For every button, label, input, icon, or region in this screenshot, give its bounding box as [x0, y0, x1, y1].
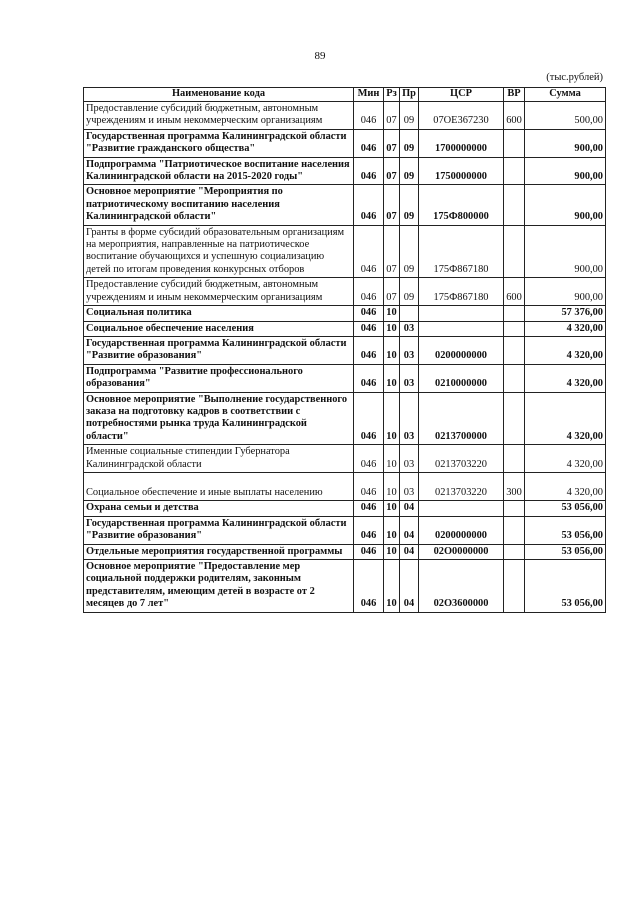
row-min-cell: 046 — [354, 336, 384, 364]
row-csr-cell: 175Ф800000 — [419, 185, 504, 225]
row-sum-cell: 900,00 — [525, 278, 606, 306]
table-row — [84, 321, 606, 336]
row-sum-cell: 900,00 — [525, 225, 606, 278]
row-vr-cell — [504, 336, 525, 364]
row-rz-cell: 10 — [384, 516, 400, 544]
row-name-cell: Именные социальные стипендии Губернатора Калининградской области — [84, 445, 354, 473]
row-min-cell: 046 — [354, 278, 384, 306]
row-sum-cell: 4 320,00 — [525, 445, 606, 473]
row-min-cell: 046 — [354, 129, 384, 157]
table-row — [84, 102, 606, 130]
row-sum-cell: 4 320,00 — [525, 472, 606, 500]
row-rz-cell: 07 — [384, 129, 400, 157]
row-name-cell: Гранты в форме субсидий образовательным организациям на мероприятия, направленные на патриотическое воспитание обучающихся и успешную социализацию детей по итогам проведения конкурсных отборов — [84, 225, 354, 278]
row-csr-cell: 0200000000 — [419, 336, 504, 364]
row-min-cell: 046 — [354, 501, 384, 516]
column-header-name: Наименование кода — [84, 88, 354, 102]
row-pr-cell: 04 — [400, 516, 419, 544]
row-vr-cell — [504, 225, 525, 278]
column-header-csr: ЦСР — [419, 88, 504, 102]
table-header-row — [84, 88, 606, 102]
row-pr-cell: 09 — [400, 278, 419, 306]
row-min-cell: 046 — [354, 157, 384, 185]
row-rz-cell: 07 — [384, 157, 400, 185]
row-vr-cell — [504, 321, 525, 336]
table-row — [84, 516, 606, 544]
table-row — [84, 157, 606, 185]
row-min-cell: 046 — [354, 392, 384, 445]
column-header-pr: Пр — [400, 88, 419, 102]
row-sum-cell: 4 320,00 — [525, 321, 606, 336]
row-pr-cell: 03 — [400, 392, 419, 445]
row-rz-cell: 10 — [384, 321, 400, 336]
row-pr-cell: 09 — [400, 225, 419, 278]
row-pr-cell: 03 — [400, 445, 419, 473]
row-vr-cell — [504, 364, 525, 392]
row-vr-cell — [504, 129, 525, 157]
row-pr-cell: 03 — [400, 321, 419, 336]
budget-table — [83, 87, 606, 613]
row-name-cell: Государственная программа Калининградской области "Развитие образования" — [84, 336, 354, 364]
row-vr-cell — [504, 157, 525, 185]
table-row — [84, 225, 606, 278]
row-min-cell: 046 — [354, 472, 384, 500]
row-vr-cell: 600 — [504, 102, 525, 130]
row-min-cell: 046 — [354, 306, 384, 321]
row-rz-cell: 07 — [384, 278, 400, 306]
row-sum-cell: 4 320,00 — [525, 336, 606, 364]
row-sum-cell: 53 056,00 — [525, 501, 606, 516]
row-csr-cell: 175Ф867180 — [419, 225, 504, 278]
row-vr-cell — [504, 501, 525, 516]
column-header-rz: Рз — [384, 88, 400, 102]
table-row — [84, 392, 606, 445]
row-name-cell: Предоставление субсидий бюджетным, автономным учреждениям и иным некоммерческим организациям — [84, 278, 354, 306]
column-header-vr: ВР — [504, 88, 525, 102]
table-row — [84, 560, 606, 613]
row-pr-cell: 09 — [400, 157, 419, 185]
row-rz-cell: 07 — [384, 102, 400, 130]
row-vr-cell — [504, 516, 525, 544]
row-pr-cell: 04 — [400, 544, 419, 559]
table-row — [84, 306, 606, 321]
row-min-cell: 046 — [354, 445, 384, 473]
row-rz-cell: 10 — [384, 445, 400, 473]
row-pr-cell: 03 — [400, 364, 419, 392]
table-row — [84, 445, 606, 473]
row-rz-cell: 10 — [384, 560, 400, 613]
row-name-cell: Отдельные мероприятия государственной программы — [84, 544, 354, 559]
row-vr-cell — [504, 392, 525, 445]
row-name-cell: Охрана семьи и детства — [84, 501, 354, 516]
row-sum-cell: 53 056,00 — [525, 560, 606, 613]
row-pr-cell: 04 — [400, 560, 419, 613]
table-row — [84, 472, 606, 500]
row-pr-cell — [400, 306, 419, 321]
row-name-cell: Основное мероприятие "Предоставление мер социальной поддержки родителям, законным представителям, имеющим детей в возрасте от 2 месяцев до 7 лет" — [84, 560, 354, 613]
row-rz-cell: 10 — [384, 392, 400, 445]
row-vr-cell: 300 — [504, 472, 525, 500]
row-pr-cell: 09 — [400, 129, 419, 157]
row-sum-cell: 53 056,00 — [525, 544, 606, 559]
row-rz-cell: 07 — [384, 225, 400, 278]
row-name-cell: Социальная политика — [84, 306, 354, 321]
row-name-cell: Социальное обеспечение населения — [84, 321, 354, 336]
table-row — [84, 278, 606, 306]
table-row — [84, 129, 606, 157]
row-csr-cell — [419, 321, 504, 336]
row-rz-cell: 10 — [384, 544, 400, 559]
row-vr-cell — [504, 185, 525, 225]
row-rz-cell: 10 — [384, 306, 400, 321]
row-name-cell: Государственная программа Калининградской области "Развитие гражданского общества" — [84, 129, 354, 157]
row-name-cell: Основное мероприятие "Выполнение государственного заказа на подготовку кадров в соответствии с потребностями рынка труда Калининградской области" — [84, 392, 354, 445]
row-pr-cell: 03 — [400, 336, 419, 364]
row-csr-cell — [419, 501, 504, 516]
row-min-cell: 046 — [354, 321, 384, 336]
units-label: (тыс.рублей) — [546, 72, 603, 83]
row-name-cell: Социальное обеспечение и иные выплаты населению — [84, 472, 354, 500]
row-rz-cell: 10 — [384, 364, 400, 392]
row-sum-cell: 500,00 — [525, 102, 606, 130]
row-min-cell: 046 — [354, 560, 384, 613]
row-csr-cell: 02О3600000 — [419, 560, 504, 613]
row-csr-cell: 1700000000 — [419, 129, 504, 157]
row-csr-cell — [419, 306, 504, 321]
row-sum-cell: 900,00 — [525, 185, 606, 225]
row-csr-cell: 0200000000 — [419, 516, 504, 544]
row-rz-cell: 10 — [384, 336, 400, 364]
row-pr-cell: 04 — [400, 501, 419, 516]
table-row — [84, 501, 606, 516]
row-csr-cell: 02О0000000 — [419, 544, 504, 559]
row-csr-cell: 07ОЕ367230 — [419, 102, 504, 130]
row-rz-cell: 10 — [384, 501, 400, 516]
row-sum-cell: 4 320,00 — [525, 364, 606, 392]
row-vr-cell — [504, 306, 525, 321]
row-vr-cell — [504, 544, 525, 559]
row-csr-cell: 0213700000 — [419, 392, 504, 445]
row-name-cell: Подпрограмма "Патриотическое воспитание населения Калининградской области на 2015-2020 годы" — [84, 157, 354, 185]
row-name-cell: Государственная программа Калининградской области "Развитие образования" — [84, 516, 354, 544]
row-min-cell: 046 — [354, 102, 384, 130]
row-vr-cell — [504, 560, 525, 613]
row-csr-cell: 0213703220 — [419, 472, 504, 500]
row-sum-cell: 57 376,00 — [525, 306, 606, 321]
row-name-cell: Основное мероприятие "Мероприятия по патриотическому воспитанию населения Калининградской области" — [84, 185, 354, 225]
row-sum-cell: 4 320,00 — [525, 392, 606, 445]
row-csr-cell: 0210000000 — [419, 364, 504, 392]
row-min-cell: 046 — [354, 544, 384, 559]
row-vr-cell — [504, 445, 525, 473]
page-number: 89 — [314, 50, 326, 62]
row-csr-cell: 1750000000 — [419, 157, 504, 185]
table-row — [84, 364, 606, 392]
row-csr-cell: 0213703220 — [419, 445, 504, 473]
row-name-cell: Подпрограмма "Развитие профессионального образования" — [84, 364, 354, 392]
table-row — [84, 544, 606, 559]
row-pr-cell: 03 — [400, 472, 419, 500]
table-row — [84, 185, 606, 225]
row-rz-cell: 07 — [384, 185, 400, 225]
row-min-cell: 046 — [354, 225, 384, 278]
row-name-cell: Предоставление субсидий бюджетным, автономным учреждениям и иным некоммерческим организациям — [84, 102, 354, 130]
row-vr-cell: 600 — [504, 278, 525, 306]
row-csr-cell: 175Ф867180 — [419, 278, 504, 306]
column-header-sum: Сумма — [525, 88, 606, 102]
row-min-cell: 046 — [354, 516, 384, 544]
row-sum-cell: 900,00 — [525, 157, 606, 185]
table-body — [84, 102, 606, 613]
row-sum-cell: 900,00 — [525, 129, 606, 157]
row-pr-cell: 09 — [400, 102, 419, 130]
row-min-cell: 046 — [354, 364, 384, 392]
row-rz-cell: 10 — [384, 472, 400, 500]
table-row — [84, 336, 606, 364]
column-header-min: Мин — [354, 88, 384, 102]
row-min-cell: 046 — [354, 185, 384, 225]
row-sum-cell: 53 056,00 — [525, 516, 606, 544]
row-pr-cell: 09 — [400, 185, 419, 225]
